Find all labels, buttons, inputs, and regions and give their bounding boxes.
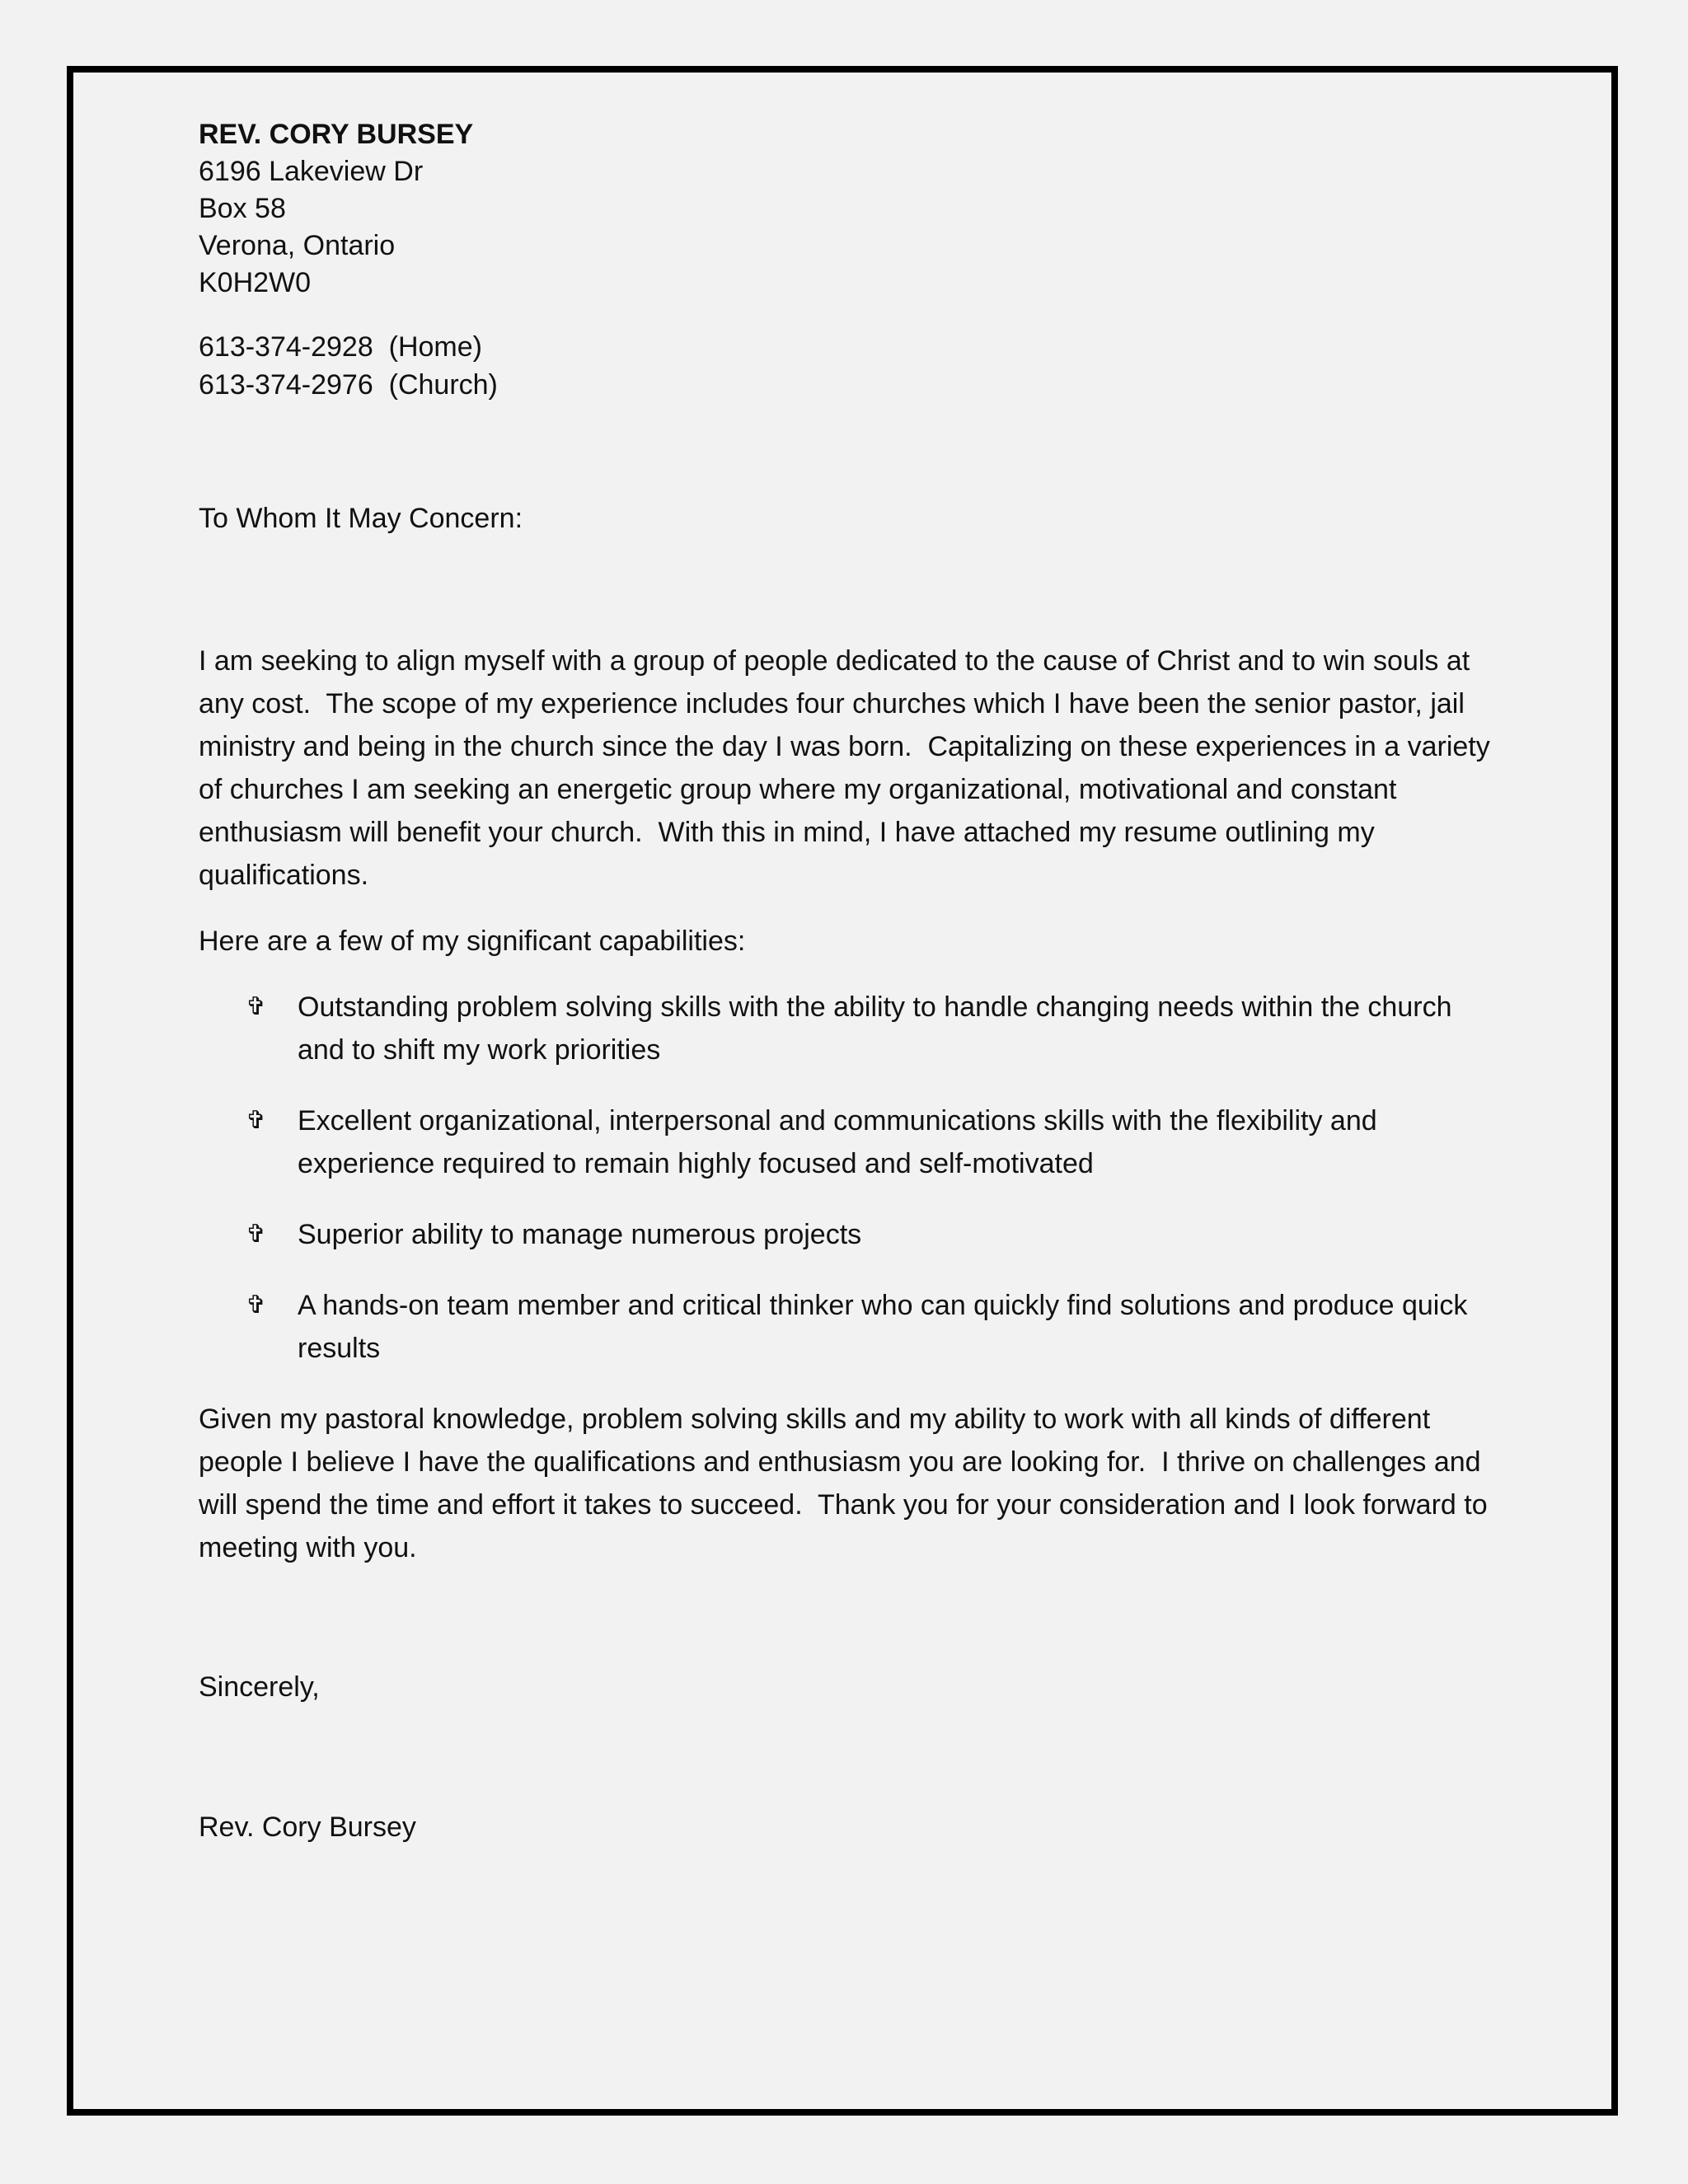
sender-phones: [199, 328, 1493, 404]
list-item: [199, 986, 1493, 1071]
signature: Rev. Cory Bursey: [199, 1811, 416, 1843]
phone-home: 613-374-2928 (Home): [199, 331, 482, 363]
sender-address: [199, 153, 1493, 302]
capability-text: Superior ability to manage numerous projects: [298, 1219, 862, 1250]
address-postal-code: K0H2W0: [199, 267, 312, 298]
capability-text: Excellent organizational, interpersonal and communications skills with the flexibility and experience required to remain highly focused and self-motivated: [298, 1105, 1377, 1179]
salutation: To Whom It May Concern:: [199, 503, 523, 534]
paragraph-closing: Given my pastoral knowledge, problem solving skills and my ability to work with all kinds of different people I believe I have the qualifications and enthusiasm you are looking for. I thrive on challenges and will spend the time and effort it takes to succeed. Thank you for your consideration and I look forward to meeting with you.: [199, 1404, 1496, 1563]
capability-text: A hands-on team member and critical thinker who can quickly find solutions and produce quick results: [298, 1290, 1468, 1364]
capabilities-intro: Here are a few of my significant capabilities:: [199, 926, 746, 957]
list-item: [199, 1099, 1493, 1185]
address-box: Box 58: [199, 193, 286, 224]
sender-name: REV. CORY BURSEY: [199, 119, 474, 150]
cross-bullet-icon: ✞: [246, 992, 267, 1021]
closing: Sincerely,: [199, 1671, 320, 1703]
paragraph-intro: I am seeking to align myself with a group of people dedicated to the cause of Christ and to win souls at any cost. The scope of my experience includes four churches which I have been the senior pastor, jail ministry and being in the church since the day I was born. Capitalizing on these experiences in a variety of churches I am seeking an energetic group where my organizational, motivational and constant enthusiasm will benefit your church. With this in mind, I have attached my resume outlining my qualifications.: [199, 645, 1498, 891]
cross-bullet-icon: ✞: [246, 1220, 267, 1249]
phone-church: 613-374-2976 (Church): [199, 369, 498, 401]
address-street: 6196 Lakeview Dr: [199, 156, 424, 187]
letter-body: [199, 115, 1498, 1846]
cross-bullet-icon: ✞: [246, 1291, 267, 1319]
list-item: [199, 1213, 1493, 1256]
cross-bullet-icon: ✞: [246, 1106, 267, 1135]
address-city: Verona, Ontario: [199, 230, 396, 261]
capability-text: Outstanding problem solving skills with the ability to handle changing needs within the church and to shift my work priorities: [298, 991, 1452, 1066]
list-item: [199, 1284, 1493, 1370]
capabilities-list: [199, 986, 1493, 1370]
